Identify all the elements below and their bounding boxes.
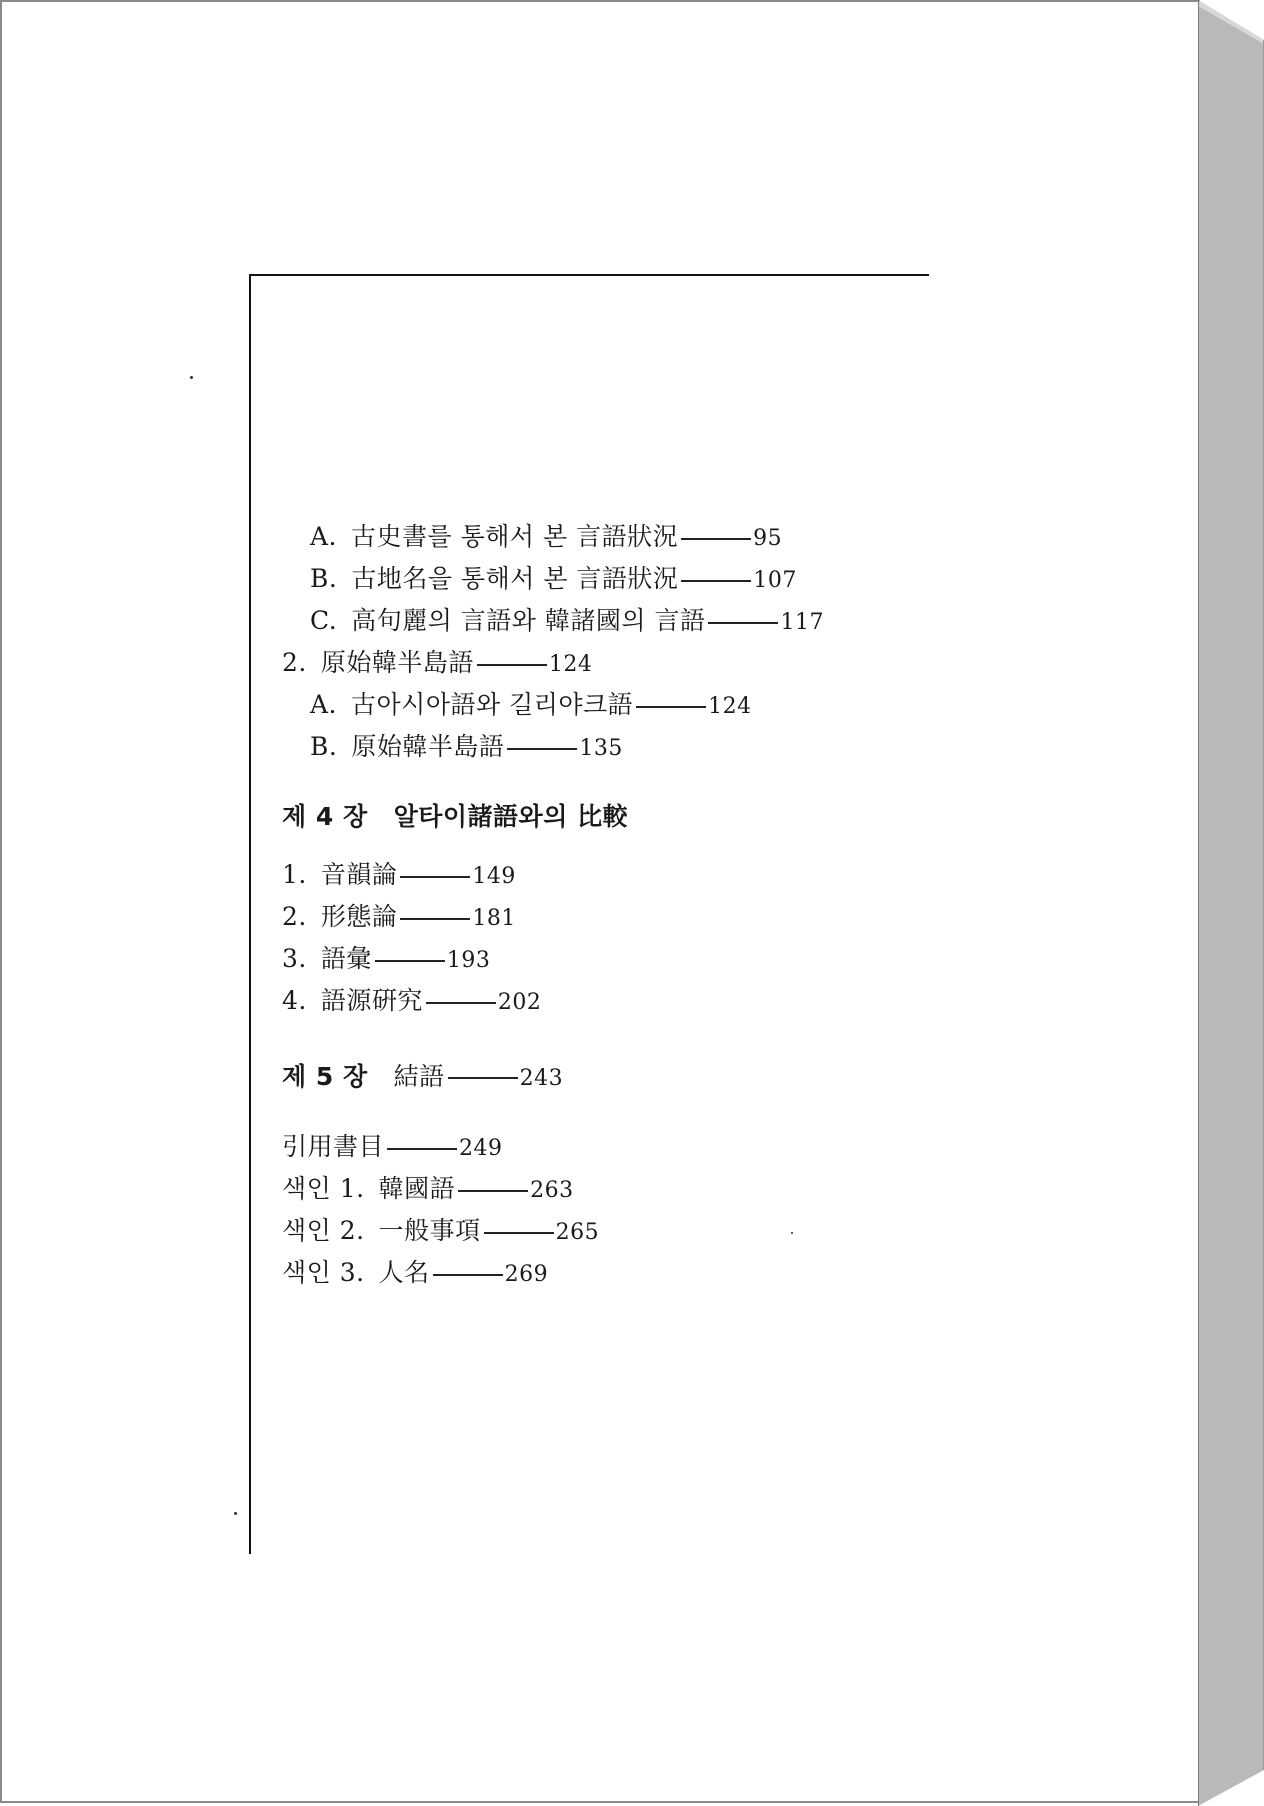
entry-label: 原始韓半島語 [351,732,505,761]
leader-dash [681,580,751,582]
entry-label: 一般事項 [378,1216,481,1245]
entry-page: 243 [519,1066,564,1091]
leader-dash [484,1232,554,1234]
entry-page: 269 [504,1262,549,1287]
entry-key: 3. [282,944,307,973]
toc-entry-1c [310,606,824,638]
entry-page: 107 [753,568,797,593]
chapter-4-heading [282,802,628,832]
chapter-title: 알타이諸語와의 比較 [393,802,629,831]
entry-page: 117 [780,610,824,635]
toc-entry-1b [310,564,797,596]
entry-key: 2. [282,902,307,931]
entry-key: C. [310,606,338,635]
leader-dash [636,706,706,708]
page-speck [234,1512,237,1515]
entry-page: 124 [548,652,593,677]
entry-key: 4. [282,986,307,1015]
toc-entry-index-2 [282,1216,599,1248]
margin-rule [249,274,251,1554]
leader-dash [433,1274,503,1276]
page-speck [791,1232,793,1234]
entry-key: 색인 3. [282,1258,365,1287]
toc-entry-4-3 [282,944,490,976]
entry-key: A. [310,522,338,551]
entry-key: 2. [282,648,307,677]
book-page-edge [1198,0,1264,1806]
toc-entry-index-3 [282,1258,548,1290]
leader-dash [375,960,445,962]
entry-page: 95 [753,526,783,551]
entry-key: 1. [282,860,307,889]
entry-label: 高句麗의 言語와 韓諸國의 言語 [351,606,706,635]
toc-entry-4-4 [282,986,541,1018]
chapter-title: 結語 [393,1062,445,1091]
leader-dash [507,748,577,750]
entry-page: 181 [472,906,516,931]
leader-dash [426,1002,496,1004]
leader-dash [477,664,547,666]
toc-entry-index-1 [282,1174,574,1206]
entry-key: B. [310,564,338,593]
toc-entry-1a [310,522,782,554]
leader-dash [400,876,470,878]
entry-page: 249 [459,1136,503,1161]
entry-label: 韓國語 [378,1174,456,1203]
leader-dash [387,1148,457,1150]
toc-entry-2 [282,648,592,680]
toc-entry-4-1 [282,860,516,892]
leader-dash [400,918,470,920]
entry-page: 135 [579,736,623,761]
leader-dash [708,622,778,624]
entry-label: 古史書를 통해서 본 言語狀況 [351,522,679,551]
entry-key: 색인 2. [282,1216,365,1245]
leader-dash [448,1077,518,1079]
toc-entry-2b [310,732,623,764]
chapter-5-heading [282,1062,563,1094]
entry-label: 原始韓半島語 [320,648,474,677]
entry-page: 263 [530,1178,574,1203]
entry-key: B. [310,732,338,761]
header-rule [251,274,929,276]
entry-label: 古아시아語와 길리야크語 [351,690,634,719]
chapter-number: 제 5 장 [282,1062,368,1091]
page-speck [190,376,193,379]
chapter-number: 제 4 장 [282,802,368,831]
entry-key: 색인 1. [282,1174,365,1203]
leader-dash [458,1190,528,1192]
entry-key: A. [310,690,338,719]
entry-label: 引用書目 [282,1132,385,1161]
entry-label: 人名 [378,1258,430,1287]
toc-entry-2a [310,690,752,722]
entry-page: 124 [708,694,752,719]
toc-entry-references [282,1132,503,1164]
entry-label: 形態論 [320,902,398,931]
entry-label: 古地名을 통해서 본 言語狀況 [351,564,679,593]
toc-entry-4-2 [282,902,516,934]
leader-dash [681,538,751,540]
entry-label: 語源硏究 [320,986,423,1015]
entry-page: 193 [446,948,491,973]
entry-label: 語彙 [320,944,372,973]
entry-label: 音韻論 [320,860,398,889]
entry-page: 149 [472,864,516,889]
entry-page: 265 [555,1220,600,1245]
entry-page: 202 [497,990,542,1015]
